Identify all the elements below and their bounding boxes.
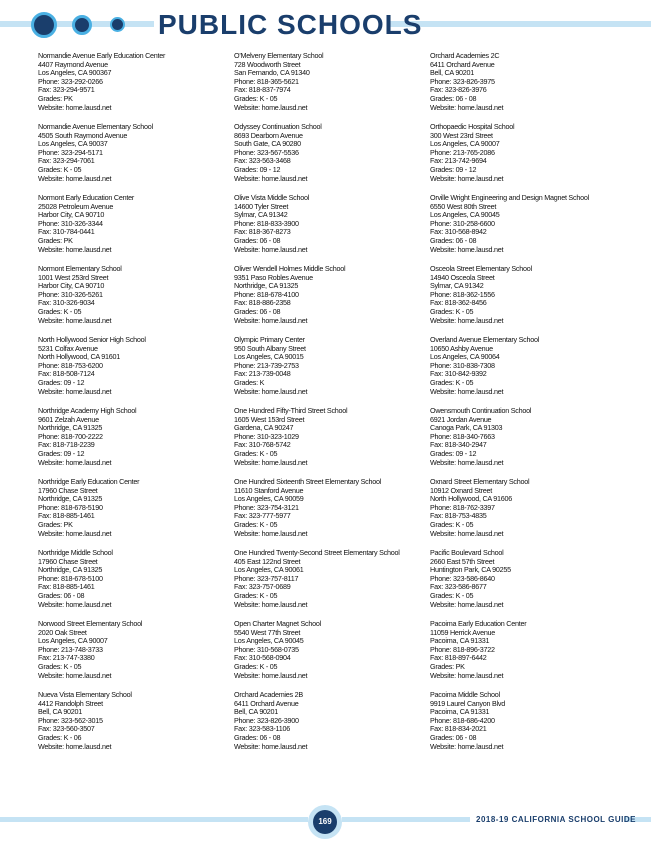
school-website: Website: home.lausd.net	[234, 173, 308, 183]
school-name: Pacoima Middle School	[430, 690, 500, 699]
header-dot-large-icon	[31, 12, 57, 38]
school-entry	[234, 123, 434, 183]
school-website: Website: home.lausd.net	[430, 741, 504, 751]
header-dot-medium-icon	[72, 15, 92, 35]
school-phone: Phone: 818-833-3900	[234, 218, 299, 228]
school-city: Los Angeles, CA 90045	[430, 210, 500, 220]
school-street: 8693 Dearborn Avenue	[234, 130, 303, 140]
school-name: Nueva Vista Elementary School	[38, 690, 132, 699]
school-grades: Grades: K - 05	[38, 306, 82, 316]
school-entry	[234, 549, 434, 609]
school-street: 10650 Ashby Avenue	[430, 343, 493, 353]
school-street: 14600 Tyler Street	[234, 201, 289, 211]
school-grades: Grades: K - 05	[234, 590, 278, 600]
school-fax: Fax: 818-886-2358	[234, 298, 291, 308]
school-entry	[38, 407, 238, 467]
school-phone: Phone: 818-762-3397	[430, 502, 495, 512]
school-street: 1605 West 153rd Street	[234, 414, 305, 424]
school-grades: Grades: K - 05	[430, 377, 474, 387]
school-phone: Phone: 818-678-4100	[234, 289, 299, 299]
school-street: 4407 Raymond Avenue	[38, 59, 108, 69]
school-street: 950 South Albany Street	[234, 343, 306, 353]
school-entry	[234, 478, 434, 538]
school-phone: Phone: 310-326-3344	[38, 218, 103, 228]
page-title: PUBLIC SCHOOLS	[158, 9, 423, 40]
school-grades: Grades: PK	[38, 235, 73, 245]
school-website: Website: home.lausd.net	[430, 315, 504, 325]
guide-title: 2018-19 CALIFORNIA SCHOOL GUIDE	[476, 815, 636, 824]
school-fax: Fax: 310-568-8942	[430, 227, 487, 237]
school-phone: Phone: 310-323-1029	[234, 431, 299, 441]
school-entry	[430, 549, 630, 609]
school-entry	[234, 691, 434, 751]
school-website: Website: home.lausd.net	[234, 315, 308, 325]
school-website: Website: home.lausd.net	[430, 102, 504, 112]
school-city: Canoga Park, CA 91303	[430, 423, 503, 433]
school-city: Harbor City, CA 90710	[38, 210, 105, 220]
school-street: 300 West 23rd Street	[430, 130, 493, 140]
school-name: Olive Vista Middle School	[234, 193, 310, 202]
school-name: Pacific Boulevard School	[430, 548, 504, 557]
school-phone: Phone: 323-562-3015	[38, 715, 103, 725]
header-dot-small-icon	[110, 17, 125, 32]
school-city: San Fernando, CA 91340	[234, 68, 310, 78]
school-name: Orchard Academies 2B	[234, 690, 303, 699]
school-name: Oliver Wendell Holmes Middle School	[234, 264, 346, 273]
school-street: 5231 Colfax Avenue	[38, 343, 98, 353]
school-entry	[38, 123, 238, 183]
school-city: Bell, CA 90201	[234, 707, 279, 717]
school-fax: Fax: 323-826-3976	[430, 85, 487, 95]
school-name: Norwood Street Elementary School	[38, 619, 143, 628]
school-entry	[38, 265, 238, 325]
school-entry	[430, 336, 630, 396]
school-website: Website: home.lausd.net	[234, 599, 308, 609]
school-name: O'Melveny Elementary School	[234, 51, 324, 60]
school-city: Los Angeles, CA 90059	[234, 494, 304, 504]
school-fax: Fax: 310-768-5742	[234, 440, 291, 450]
school-website: Website: home.lausd.net	[38, 741, 112, 751]
header-rule-right	[388, 21, 651, 27]
school-phone: Phone: 323-826-3975	[430, 76, 495, 86]
school-fax: Fax: 818-837-7974	[234, 85, 291, 95]
school-street: 17960 Chase Street	[38, 485, 98, 495]
school-grades: Grades: 09 - 12	[234, 164, 281, 174]
school-city: Los Angeles, CA 90045	[234, 636, 304, 646]
school-website: Website: home.lausd.net	[234, 386, 308, 396]
school-street: 9919 Laurel Canyon Blvd	[430, 698, 505, 708]
school-website: Website: home.lausd.net	[38, 670, 112, 680]
school-city: Los Angeles, CA 90061	[234, 565, 304, 575]
school-name: Normont Early Education Center	[38, 193, 134, 202]
school-grades: Grades: 09 - 12	[38, 377, 85, 387]
school-fax: Fax: 310-842-9392	[430, 369, 487, 379]
school-fax: Fax: 818-753-4835	[430, 511, 487, 521]
school-fax: Fax: 323-586-8677	[430, 582, 487, 592]
school-website: Website: home.lausd.net	[38, 386, 112, 396]
school-fax: Fax: 323-757-0689	[234, 582, 291, 592]
school-name: Pacoima Early Education Center	[430, 619, 527, 628]
school-entry	[38, 194, 238, 254]
school-phone: Phone: 323-294-5171	[38, 147, 103, 157]
school-fax: Fax: 323-560-3507	[38, 724, 95, 734]
school-city: Northridge, CA 91325	[38, 423, 103, 433]
school-city: Pacoima, CA 91331	[430, 636, 490, 646]
school-phone: Phone: 818-896-3722	[430, 644, 495, 654]
school-grades: Grades: 06 - 08	[38, 590, 85, 600]
school-website: Website: home.lausd.net	[234, 102, 308, 112]
school-fax: Fax: 818-897-6442	[430, 653, 487, 663]
school-name: Northridge Middle School	[38, 548, 113, 557]
school-city: Los Angeles, CA 90007	[38, 636, 108, 646]
school-street: 6921 Jordan Avenue	[430, 414, 492, 424]
school-entry	[430, 52, 630, 112]
school-entry	[234, 52, 434, 112]
school-grades: Grades: K - 05	[234, 519, 278, 529]
school-grades: Grades: PK	[430, 661, 465, 671]
school-city: Los Angeles, CA 90015	[234, 352, 304, 362]
school-phone: Phone: 323-826-3900	[234, 715, 299, 725]
school-street: 1001 West 253rd Street	[38, 272, 109, 282]
school-name: One Hundred Twenty-Second Street Elementary School	[234, 548, 400, 557]
school-grades: Grades: 06 - 08	[234, 732, 281, 742]
school-city: North Hollywood, CA 91601	[38, 352, 121, 362]
school-entry	[234, 407, 434, 467]
school-fax: Fax: 213-747-3380	[38, 653, 95, 663]
school-name: Northridge Early Education Center	[38, 477, 140, 486]
footer-rule-left	[0, 817, 308, 822]
school-website: Website: home.lausd.net	[430, 670, 504, 680]
school-grades: Grades: K - 05	[430, 519, 474, 529]
school-entry	[38, 620, 238, 680]
school-phone: Phone: 213-765-2086	[430, 147, 495, 157]
school-grades: Grades: PK	[38, 93, 73, 103]
school-city: Los Angeles, CA 90007	[430, 139, 500, 149]
school-entry	[234, 336, 434, 396]
school-city: Bell, CA 90201	[430, 68, 475, 78]
header-rule-segment	[121, 21, 154, 27]
school-phone: Phone: 818-700-2222	[38, 431, 103, 441]
school-entry	[38, 336, 238, 396]
school-phone: Phone: 310-568-0735	[234, 644, 299, 654]
school-website: Website: home.lausd.net	[234, 457, 308, 467]
school-street: 14940 Osceola Street	[430, 272, 495, 282]
school-fax: Fax: 323-563-3468	[234, 156, 291, 166]
school-entry	[234, 194, 434, 254]
school-grades: Grades: 09 - 12	[430, 164, 477, 174]
school-name: Olympic Primary Center	[234, 335, 305, 344]
school-website: Website: home.lausd.net	[430, 599, 504, 609]
school-name: Northridge Academy High School	[38, 406, 137, 415]
school-city: Northridge, CA 91325	[38, 494, 103, 504]
school-city: Pacoima, CA 91331	[430, 707, 490, 717]
school-entry	[430, 620, 630, 680]
school-entry	[430, 478, 630, 538]
school-street: 11059 Herrick Avenue	[430, 627, 496, 637]
school-grades: Grades: K - 05	[38, 164, 82, 174]
school-phone: Phone: 323-754-3121	[234, 502, 299, 512]
footer-rule-middle	[342, 817, 470, 822]
school-entry	[430, 194, 630, 254]
school-name: Normandie Avenue Elementary School	[38, 122, 153, 131]
school-name: Normont Elementary School	[38, 264, 122, 273]
school-grades: Grades: 09 - 12	[430, 448, 477, 458]
school-phone: Phone: 310-838-7308	[430, 360, 495, 370]
school-fax: Fax: 213-739-0048	[234, 369, 291, 379]
school-fax: Fax: 213-742-9694	[430, 156, 487, 166]
page-number: 169	[313, 810, 337, 834]
school-grades: Grades: K - 05	[234, 661, 278, 671]
school-grades: Grades: PK	[38, 519, 73, 529]
school-street: 2020 Oak Street	[38, 627, 87, 637]
school-city: Bell, CA 90201	[38, 707, 83, 717]
school-street: 2660 East 57th Street	[430, 556, 495, 566]
school-street: 6411 Orchard Avenue	[234, 698, 299, 708]
school-website: Website: home.lausd.net	[430, 528, 504, 538]
school-entry	[430, 691, 630, 751]
school-phone: Phone: 818-365-5621	[234, 76, 299, 86]
school-fax: Fax: 323-294-9571	[38, 85, 95, 95]
school-street: 4412 Randolph Street	[38, 698, 103, 708]
school-phone: Phone: 818-678-5190	[38, 502, 103, 512]
school-fax: Fax: 818-508-7124	[38, 369, 95, 379]
school-fax: Fax: 818-834-2021	[430, 724, 487, 734]
school-name: North Hollywood Senior High School	[38, 335, 146, 344]
school-grades: Grades: K	[234, 377, 265, 387]
school-grades: Grades: K - 05	[38, 661, 82, 671]
school-entry	[38, 691, 238, 751]
school-street: 9351 Paso Robles Avenue	[234, 272, 313, 282]
school-fax: Fax: 323-777-5977	[234, 511, 291, 521]
school-name: Orchard Academies 2C	[430, 51, 500, 60]
school-name: Orthopaedic Hospital School	[430, 122, 515, 131]
school-website: Website: home.lausd.net	[38, 315, 112, 325]
school-phone: Phone: 818-753-6200	[38, 360, 103, 370]
school-phone: Phone: 323-292-0266	[38, 76, 103, 86]
school-phone: Phone: 310-326-5261	[38, 289, 103, 299]
school-phone: Phone: 818-362-1556	[430, 289, 495, 299]
school-phone: Phone: 818-340-7663	[430, 431, 495, 441]
school-name: One Hundred Fifty-Third Street School	[234, 406, 348, 415]
school-street: 6411 Orchard Avenue	[430, 59, 495, 69]
school-city: Huntington Park, CA 90255	[430, 565, 511, 575]
school-phone: Phone: 213-739-2753	[234, 360, 299, 370]
school-street: 11610 Stanford Avenue	[234, 485, 304, 495]
school-street: 25028 Petroleum Avenue	[38, 201, 114, 211]
school-street: 728 Woodworth Street	[234, 59, 301, 69]
school-street: 10912 Oxnard Street	[430, 485, 492, 495]
school-name: Odyssey Continuation School	[234, 122, 322, 131]
school-name: Orville Wright Engineering and Design Magnet School	[430, 193, 589, 202]
school-website: Website: home.lausd.net	[38, 457, 112, 467]
school-phone: Phone: 310-258-6600	[430, 218, 495, 228]
school-fax: Fax: 818-885-1461	[38, 511, 95, 521]
school-phone: Phone: 818-686-4200	[430, 715, 495, 725]
school-fax: Fax: 818-718-2239	[38, 440, 95, 450]
school-entry	[38, 52, 238, 112]
school-city: Los Angeles, CA 900367	[38, 68, 112, 78]
school-fax: Fax: 310-568-0904	[234, 653, 291, 663]
school-phone: Phone: 818-678-5100	[38, 573, 103, 583]
school-grades: Grades: K - 06	[38, 732, 82, 742]
school-entry	[430, 265, 630, 325]
school-street: 17960 Chase Street	[38, 556, 98, 566]
school-fax: Fax: 310-784-0441	[38, 227, 95, 237]
school-fax: Fax: 323-583-1106	[234, 724, 290, 734]
school-grades: Grades: 09 - 12	[38, 448, 85, 458]
school-phone: Phone: 323-567-5536	[234, 147, 299, 157]
school-fax: Fax: 818-885-1461	[38, 582, 95, 592]
school-website: Website: home.lausd.net	[234, 741, 308, 751]
school-city: Los Angeles, CA 90037	[38, 139, 108, 149]
school-grades: Grades: 06 - 08	[430, 93, 477, 103]
school-city: North Hollywood, CA 91606	[430, 494, 513, 504]
school-street: 405 East 122nd Street	[234, 556, 301, 566]
school-grades: Grades: 06 - 08	[234, 235, 281, 245]
school-name: Normandie Avenue Early Education Center	[38, 51, 166, 60]
school-website: Website: home.lausd.net	[38, 102, 112, 112]
school-city: Harbor City, CA 90710	[38, 281, 105, 291]
school-grades: Grades: K - 05	[430, 590, 474, 600]
school-website: Website: home.lausd.net	[234, 244, 308, 254]
school-phone: Phone: 323-586-8640	[430, 573, 495, 583]
school-fax: Fax: 818-367-8273	[234, 227, 291, 237]
school-grades: Grades: K - 05	[234, 93, 278, 103]
school-website: Website: home.lausd.net	[430, 386, 504, 396]
school-fax: Fax: 310-326-9034	[38, 298, 95, 308]
school-city: Northridge, CA 91325	[234, 281, 299, 291]
school-street: 9601 Zelzah Avenue	[38, 414, 99, 424]
school-grades: Grades: 06 - 08	[430, 732, 477, 742]
school-phone: Phone: 213-748-3733	[38, 644, 103, 654]
school-fax: Fax: 818-362-8456	[430, 298, 487, 308]
school-website: Website: home.lausd.net	[234, 670, 308, 680]
school-name: One Hundred Sixteenth Street Elementary School	[234, 477, 382, 486]
school-street: 4505 South Raymond Avenue	[38, 130, 128, 140]
school-city: South Gate, CA 90280	[234, 139, 301, 149]
school-city: Los Angeles, CA 90064	[430, 352, 500, 362]
school-grades: Grades: 06 - 08	[234, 306, 281, 316]
school-name: Overland Avenue Elementary School	[430, 335, 540, 344]
school-name: Osceola Street Elementary School	[430, 264, 532, 273]
school-entry	[234, 265, 434, 325]
school-entry	[38, 549, 238, 609]
school-grades: Grades: 06 - 08	[430, 235, 477, 245]
school-phone: Phone: 323-757-8117	[234, 573, 299, 583]
school-entry	[430, 407, 630, 467]
school-website: Website: home.lausd.net	[430, 457, 504, 467]
school-fax: Fax: 323-294-7061	[38, 156, 95, 166]
school-entry	[430, 123, 630, 183]
header-rule-left	[0, 21, 32, 27]
school-city: Sylmar, CA 91342	[234, 210, 288, 220]
school-name: Owensmouth Continuation School	[430, 406, 532, 415]
school-name: Oxnard Street Elementary School	[430, 477, 530, 486]
school-grades: Grades: K - 05	[430, 306, 474, 316]
school-name: Open Charter Magnet School	[234, 619, 321, 628]
school-website: Website: home.lausd.net	[430, 173, 504, 183]
school-website: Website: home.lausd.net	[38, 599, 112, 609]
school-street: 5540 West 77th Street	[234, 627, 301, 637]
school-street: 6550 West 80th Street	[430, 201, 497, 211]
school-city: Northridge, CA 91325	[38, 565, 103, 575]
school-website: Website: home.lausd.net	[38, 244, 112, 254]
school-city: Gardena, CA 90247	[234, 423, 294, 433]
school-city: Sylmar, CA 91342	[430, 281, 484, 291]
school-entry	[234, 620, 434, 680]
school-website: Website: home.lausd.net	[234, 528, 308, 538]
school-grades: Grades: K - 05	[234, 448, 278, 458]
school-website: Website: home.lausd.net	[38, 528, 112, 538]
school-fax: Fax: 818-340-2947	[430, 440, 487, 450]
school-website: Website: home.lausd.net	[430, 244, 504, 254]
school-entry	[38, 478, 238, 538]
school-website: Website: home.lausd.net	[38, 173, 112, 183]
